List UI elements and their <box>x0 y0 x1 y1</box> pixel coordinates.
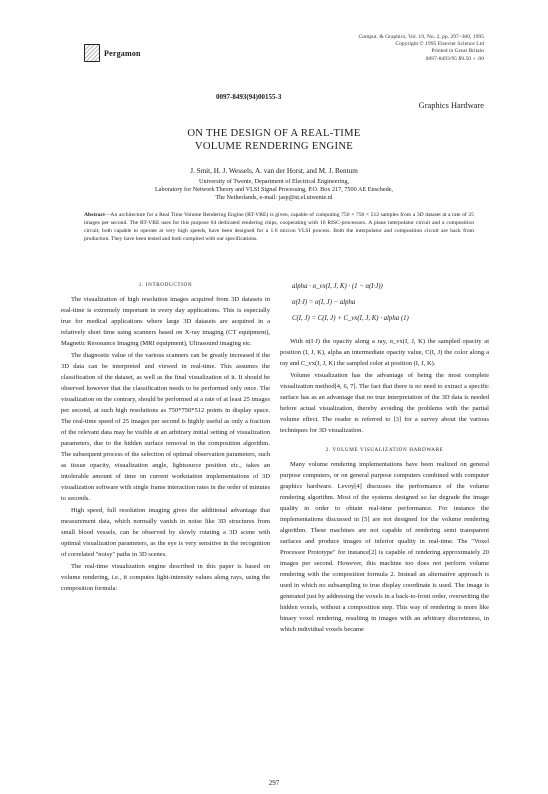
publisher-name: Pergamon <box>104 48 141 58</box>
journal-line: 0097-8493/95 $9.50 + .00 <box>425 55 484 62</box>
publisher-tree-icon <box>84 44 100 62</box>
paragraph: Volume visualization has the advantage of being the most complete visualization method[4, 6, 7]. The fact that there is no need to extract a specific surface has as an advantage that no true interpretation of the 3D data is needed before actual visualization, thereby avoiding the problems with the partial volume effect. The reader is referred to [3] for a survey about the various techniques for 3D visualization. <box>280 372 489 434</box>
journal-info <box>284 34 484 63</box>
paragraph: Many volume rendering implementations have been realized on general purpose computers, or on general purpose computers combined with computer graphics hardware. Levoy[4] discusses the performance of the volume rendering algorithm. Most of the systems designed so far degrade the image quality in order to obtain real-time performance. For instance the implementations discussed in [5] are not designed for the volume rendering algorithm. These machines are not capable of rendering semi transparent surfaces and produce images of inferior quality in real-time. The "Voxel Processor Prototype" for instance[2] is capable of rendering approximately 20 images per second. However, this machine too does not perform volume rendering with the composition formula 2. Instead an alternative approach is used in which no subsampling to true display coordinate is used. The image is generated just by addressing the voxels in a back-to-front order, overwriting the hidden voxels, without a composition step. This way of rendering is more like binary voxel rendering, resulting in images with an arbitrary discreteness, in which individual voxels became <box>280 461 489 633</box>
title-line: VOLUME RENDERING ENGINE <box>194 141 354 152</box>
abstract-label: Abstract <box>84 212 105 218</box>
paragraph: The diagnostic value of the various scanners can be greatly increased if the 3D data can be interpreted and viewed in real-time. This assumes the classification of the dataset, as well as the final visualization of it. It should be observed however that the classification needs to be performed only once. The visualization on the contrary, should be performed at a rate of at least 25 images per second, at such high resolutions as 750*750*512 points in display space. The real-time speed of 25 images per second is highly useful as only a fraction of the relevant data may be visible at an arbitrary initial setting of visualization parameters, due to the hidden surface removal in the composition algorithm. The subsequent process of the selection of optimal observation parameters, such as tissue opacity, visualization angle, lightsource position etc., takes an intolerable amount of time on current workstation implementations of 3D visualization software with single frame interaction rates in the order of minutes to seconds. <box>61 352 270 502</box>
abstract <box>84 211 474 243</box>
affiliation-line: University of Twente, Department of Electrical Engineering, <box>199 178 349 185</box>
journal-line: Comput. & Graphics, Vol. 19, No. 2, pp. 297–300, 1995 <box>358 34 484 40</box>
affiliation-line: Laboratory for Network Theory and VLSI Signal Processing, P.O. Box 217, 7500 AE Enschede, <box>155 186 393 194</box>
section-title-hardware: 2. VOLUME VISUALIZATION HARDWARE <box>325 447 444 453</box>
authors: J. Smit, H. J. Wessels, A. van der Horst, and M. J. Bentum <box>190 167 358 175</box>
section-title-introduction: 1. INTRODUCTION <box>138 282 193 288</box>
paragraph: High speed, full resolution imaging gives the additional advantage that measurement data, which normally vanish in noise like 3D structures from small blood vessels, can be observed by slowly rotating a 3D scene with optimal visualization parameters, as the eye is very sensitive in the recognition of correlated "noisy" paths in 3D scenes. <box>61 507 270 558</box>
paragraph: With α(I·J) the opacity along a ray, α_vx(I, J, K) the sampled opacity at position (I, J, K), alpha an intermediate opacity value, C(I, J) the color along a ray and C_vx(I, J, K) the sampled color at position (I, J, K). <box>280 338 489 367</box>
publisher-logo <box>84 44 141 62</box>
title-line: ON THE DESIGN OF A REAL-TIME <box>187 128 361 139</box>
paragraph: The real-time visualization engine described in this paper is based on volume rendering, i.e., it computes light-intensity values along rays, using the composition formula: <box>61 563 270 592</box>
doi: 0097-8493(94)00155-3 <box>216 93 282 101</box>
section-header: Graphics Hardware <box>418 101 484 110</box>
composition-equations <box>292 279 492 327</box>
abstract-text: —An architecture for a Real Time Volume Rendering Engine (RT-VRE) is given, capable of computing 750 × 750 × 512 samples from a 3D dataset at a rate of 25 images per second. The RT-VRE uses for this purpose 64 dedicated rendering chips, cooperating with 16 RISC-processors. A plane interpolator circuit and a composition circuit, both capable to operate at very high speeds, have been designed for a 1.6 micron VLSI process. Both the interpolator and composition circuit are back from production. They have been tested and both complied with our specifications. <box>84 212 474 243</box>
affiliation <box>60 178 488 203</box>
paper-title <box>0 127 548 153</box>
page-number: 297 <box>268 779 280 787</box>
right-column <box>280 336 489 635</box>
equation-line: C(I, J) = C(I, J) + C_vx(I, J, K) · alpha (1) <box>292 315 409 322</box>
equation-line: α(I·J) = α(I, J) − alpha <box>292 299 356 306</box>
paragraph: The visualization of high resolution images acquired from 3D datasets in real-time is extremely important in every day applications. This is especially true for medical applications where large 3D datasets are acquired in a relatively short time using scanners based on X-ray imaging (CT equipment), Magnetic Resonance Imaging (MRI equipment), Ultrasound imaging etc. <box>61 296 270 347</box>
equation-line: alpha · α_vx(I, J, K) · (1 − α(I·J)) <box>292 283 383 290</box>
left-column <box>61 281 270 594</box>
journal-line: Printed in Great Britain <box>431 48 484 55</box>
affiliation-line: The Netherlands, e-mail: jasp@nt.el.utwente.nl <box>215 194 333 202</box>
journal-line: Copyright © 1995 Elsevier Science Ltd <box>395 41 484 48</box>
